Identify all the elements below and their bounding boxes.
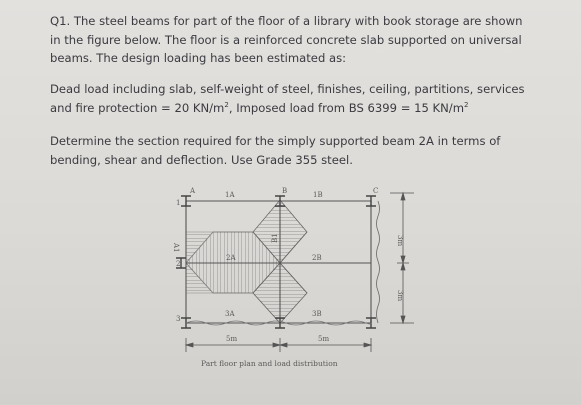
- beam-label-2A: 2A: [226, 254, 236, 262]
- beam-label-3A: 3A: [225, 310, 235, 318]
- span-right-label: 5m: [318, 335, 330, 343]
- col-label-A: A: [190, 187, 196, 195]
- task-line: Determine the section required for the simply supported beam 2A in terms of: [50, 134, 501, 148]
- row-label-1: 1: [176, 199, 181, 207]
- load-line: Dead load including slab, self-weight of steel, finishes, ceiling, partitions, services: [50, 82, 525, 96]
- dim-bottom-label: 3m: [396, 290, 404, 302]
- height-dimension: [390, 193, 414, 323]
- span-dimension: [186, 338, 371, 352]
- row-label-3: 3: [176, 315, 181, 323]
- col-label-B: B: [282, 187, 288, 195]
- beam-label-A1: A1: [172, 243, 180, 253]
- load-line: and fire protection = 20 $KN/m^2$, Imposed load from BS 6399 = 15 $KN/m^2$: [50, 100, 469, 115]
- col-label-C: C: [373, 187, 379, 195]
- beam-label-1B: 1B: [313, 191, 323, 199]
- beam-label-3B: 3B: [312, 310, 322, 318]
- break-line: [377, 201, 380, 323]
- question-line: Q1. The steel beams for part of the floor of a library with book storage are shown: [50, 14, 523, 28]
- task-line: bending, shear and deflection. Use Grade 355 steel.: [50, 152, 353, 167]
- question-line: beams. The design loading has been estimated as:: [50, 51, 347, 65]
- question-line: in the figure below. The floor is a reinforced concrete slab supported on universal: [50, 32, 522, 47]
- row-label-2: 2: [176, 260, 181, 268]
- beam-label-B1: B1: [271, 233, 279, 243]
- beam-label-2B: 2B: [312, 254, 322, 262]
- span-left-label: 5m: [226, 335, 238, 343]
- beam-label-1A: 1A: [225, 191, 235, 199]
- load-distribution-hatching: [186, 200, 307, 323]
- figure-caption: Part floor plan and load distribution: [201, 359, 338, 368]
- dim-top-label: 3m: [396, 235, 404, 247]
